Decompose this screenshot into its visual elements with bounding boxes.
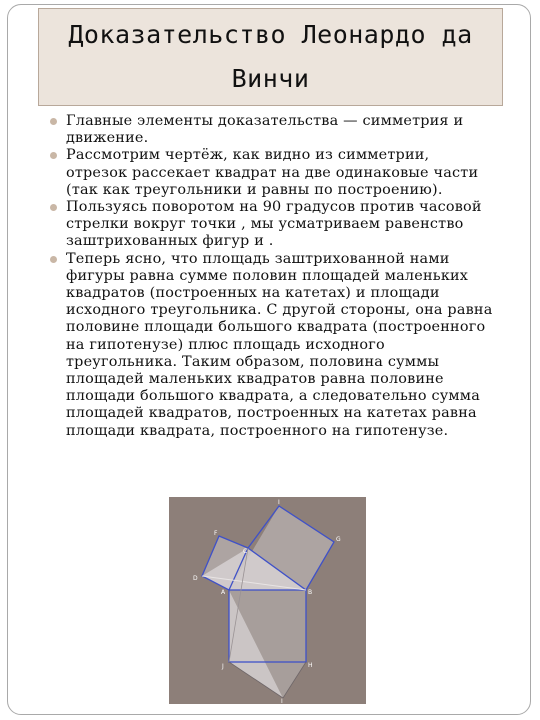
point-label-bottom: I (281, 698, 283, 704)
bullet-dot-icon (50, 256, 57, 263)
slide-title-line-1: Доказательство Леонардо да (68, 20, 473, 49)
bullet-item (50, 147, 494, 199)
point-label-h: H (308, 662, 313, 669)
point-label-d: D (193, 575, 198, 582)
point-label-c: C (243, 548, 248, 555)
title-banner (38, 8, 503, 106)
bullet-list (50, 113, 494, 440)
diagram-svg (169, 497, 366, 704)
bullet-dot-icon (50, 118, 57, 125)
bullet-text: Главные элементы доказательства — симметрия и движение. (66, 113, 464, 147)
point-label-a: A (221, 589, 226, 596)
point-label-f: F (214, 530, 218, 537)
point-label-b: B (308, 589, 313, 596)
bullet-item (50, 113, 494, 147)
point-label-top: I (278, 499, 280, 506)
bullet-dot-icon (50, 204, 57, 211)
point-label-g: G (336, 536, 341, 543)
point-label-j: J (222, 663, 224, 670)
bullet-dot-icon (50, 152, 57, 159)
bullet-text: Пользуясь поворотом на 90 градусов против часовой стрелки вокруг точки , мы усматриваем равенство заштрихованных фигур и . (66, 199, 482, 250)
bullet-item (50, 199, 494, 251)
slide-title-line-2: Винчи (231, 64, 310, 93)
bullet-item (50, 251, 494, 440)
bullet-text: Теперь ясно, что площадь заштрихованной нами фигуры равна сумме половин площадей маленьких квадратов (построенных на катетах) и площади исходного треугольника. С другой стороны, она равна половине площади большого квадрата (построенного на гипотенузе) плюс площадь исходного треугольника. Таким образом, половина суммы площадей маленьких квадратов равна половине площади большого квадрата, а следовательно сумма площадей квадратов, построенных на катетах равна площади квадрата, построенного на гипотенузе. (66, 250, 493, 439)
bullet-text: Рассмотрим чертёж, как видно из симметрии, отрезок рассекает квадрат на две одинаковые части (так как треугольники и равны по построению). (66, 147, 479, 198)
pythagoras-diagram (169, 497, 366, 704)
